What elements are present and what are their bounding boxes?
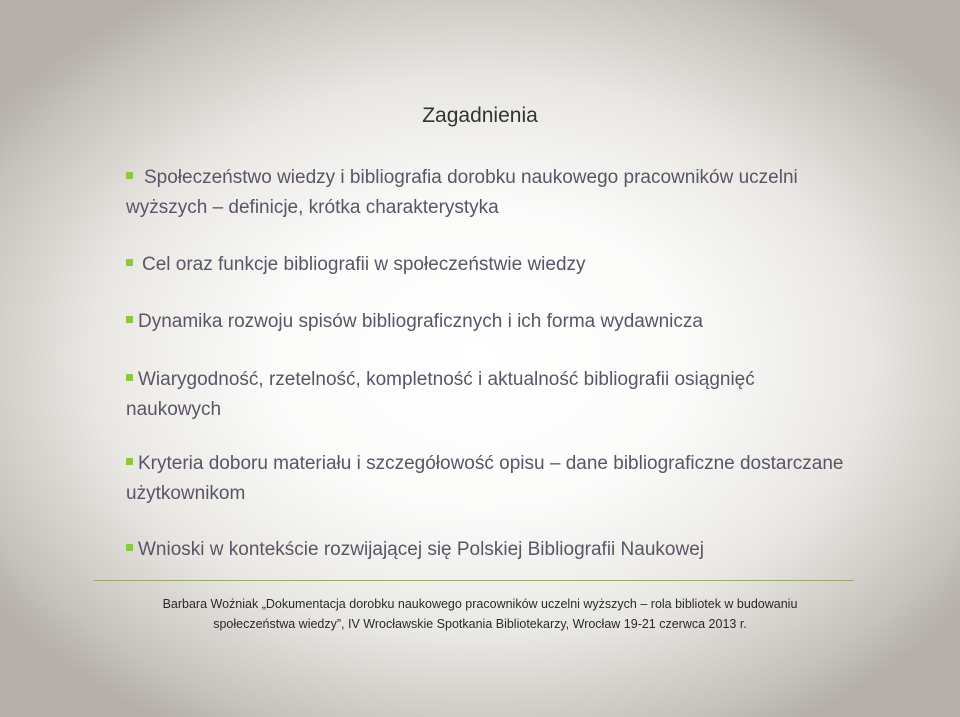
square-bullet-icon (126, 458, 133, 465)
footer-line-1: Barbara Woźniak „Dokumentacja dorobku naukowego pracowników uczelni wyższych – rola bibliotek w budowaniu (162, 597, 798, 611)
bullet-text: Dynamika rozwoju spisów bibliograficznych i ich forma wydawnicza (138, 311, 703, 332)
bullet-text: Wnioski w kontekście rozwijającej się Polskiej Bibliografii Naukowej (138, 539, 704, 560)
bullet-text: Cel oraz funkcje bibliografii w społeczeństwie wiedzy (142, 254, 586, 275)
bullet-item (126, 449, 846, 509)
bullet-item (126, 163, 846, 223)
square-bullet-icon (126, 172, 133, 179)
bullet-item (126, 535, 846, 565)
slide-title: Zagadnienia (422, 104, 538, 127)
square-bullet-icon (126, 544, 133, 551)
bullet-item (126, 365, 846, 425)
bullet-item (126, 307, 846, 337)
bullet-text: Wiarygodność, rzetelność, kompletność i aktualność bibliografii osiągnięć naukowych (126, 369, 755, 420)
slide-footer (0, 594, 960, 634)
square-bullet-icon (126, 316, 133, 323)
square-bullet-icon (126, 374, 133, 381)
bullet-item (126, 250, 846, 280)
footer-divider (94, 580, 854, 581)
footer-line-2: społeczeństwa wiedzy”, IV Wrocławskie Spotkania Bibliotekarzy, Wrocław 19-21 czerwca 2013 r. (213, 617, 747, 631)
bullet-text: Kryteria doboru materiału i szczegółowość opisu – dane bibliograficzne dostarczane użytkownikom (126, 453, 844, 504)
square-bullet-icon (126, 259, 133, 266)
bullet-text: Społeczeństwo wiedzy i bibliografia dorobku naukowego pracowników uczelni wyższych – definicje, krótka charakterystyka (126, 167, 798, 218)
